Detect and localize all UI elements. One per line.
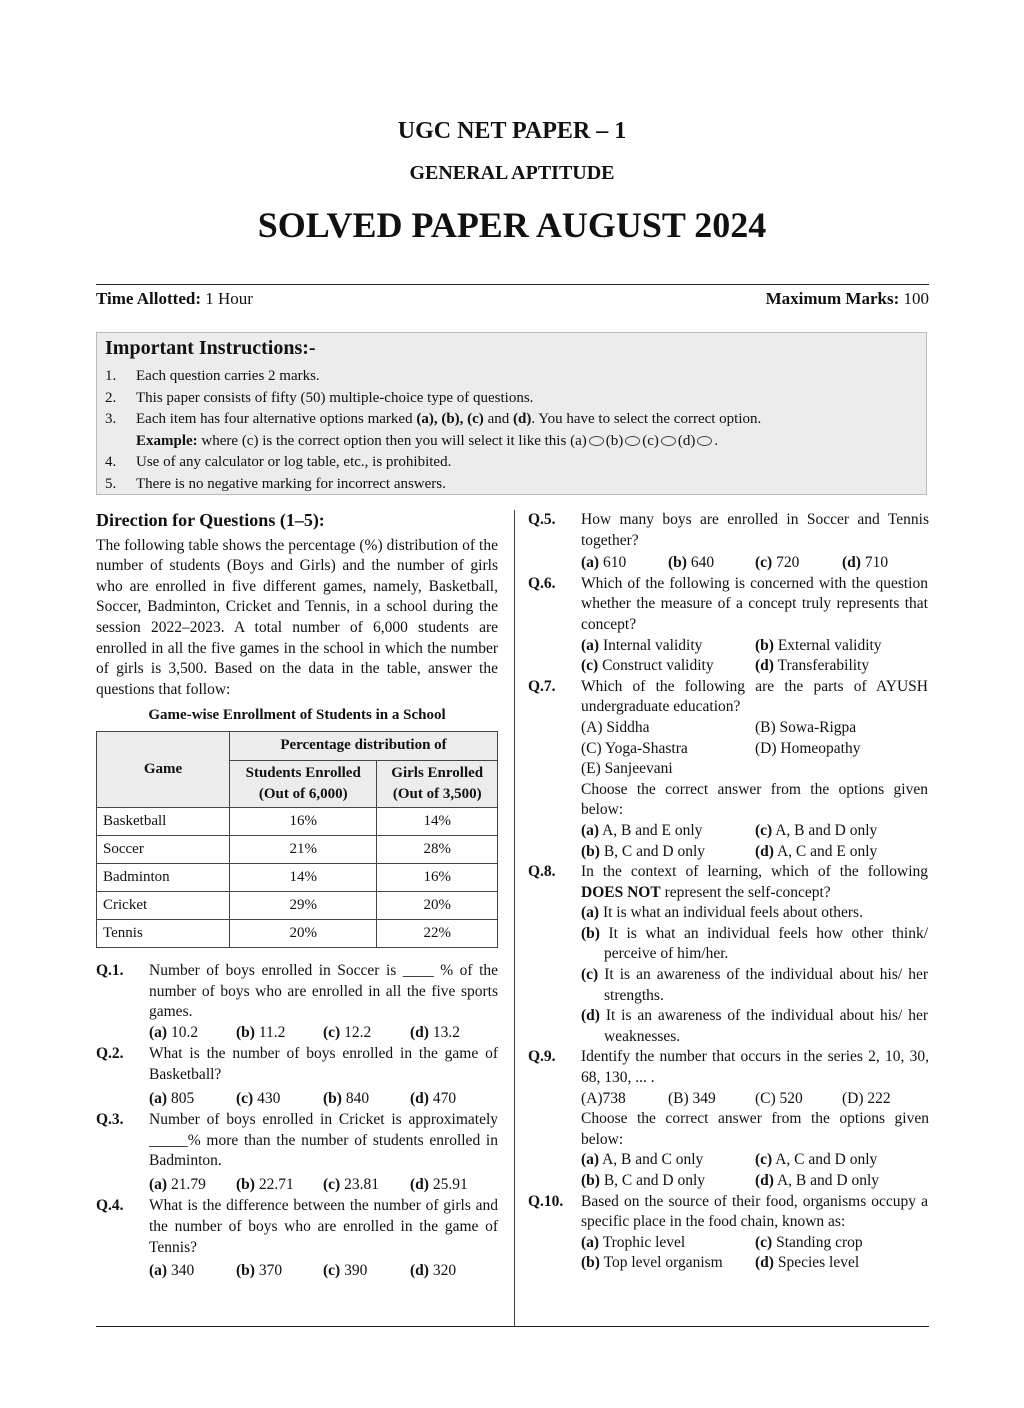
instruction-example: Example: where (c) is the correct option then you will select it like this (a) (b) (c) (d) . xyxy=(136,432,719,449)
option: (c) 720 xyxy=(755,554,800,572)
instruction-item: 1. Each question carries 2 marks. xyxy=(105,368,320,384)
option: (d) 470 xyxy=(410,1089,457,1107)
question-text: In the context of learning, which of the following DOES NOT represent the self-concept? xyxy=(581,863,928,901)
table-row: Soccer 21% 28% xyxy=(97,835,498,863)
question-options xyxy=(581,656,928,677)
direction-text: The following table shows the percentage (%) distribution of the number of students (Boys and Girls) and the number of girls who are enrolled in five different games, namely, Basketball, Soccer, Badminton, Cricket and Tennis, in a school during the session 2022–2023. A total number of 6,000 students are enrolled in all the five games in the school in which the number of girls is 3,500. Based on the data in the table, answer the questions that follow: xyxy=(96,536,498,698)
table-caption: Game-wise Enrollment of Students in a School xyxy=(148,707,446,724)
question-text: Which of the following are the parts of AYUSH undergraduate education? xyxy=(581,677,928,716)
question-options xyxy=(581,842,928,863)
col-header-game: Game xyxy=(97,731,230,807)
left-column xyxy=(96,510,498,1282)
time-allotted xyxy=(96,289,253,309)
direction-heading: Direction for Questions (1–5): xyxy=(96,510,325,530)
paper-subtitle: GENERAL APTITUDE xyxy=(409,162,615,184)
option: (a) 610 xyxy=(581,554,627,572)
question-options xyxy=(581,1150,929,1171)
question-text: How many boys are enrolled in Soccer and Tennis together? xyxy=(581,511,929,549)
solved-paper-heading: SOLVED PAPER AUGUST 2024 xyxy=(257,205,767,245)
option: (b) Top level organism xyxy=(581,1254,723,1272)
question-6: Q.6. Which of the following is concerned with the question whether the measure of a concept truly represents that concept? (a) Internal validity (b) External validity (c) Construct validity (d) Transferability xyxy=(528,574,928,677)
option: (d) It is an awareness of the individual about his/ her weaknesses. xyxy=(581,1007,928,1045)
col-header-students: Students Enrolled (Out of 6,000) xyxy=(230,760,377,807)
option: (c) 23.81 xyxy=(323,1175,379,1193)
table-row: Cricket 29% 20% xyxy=(97,891,498,919)
column-divider xyxy=(514,510,515,1326)
option: (c) 430 xyxy=(236,1089,281,1107)
statement-list: (C) Yoga-Shastra (D) Homeopathy xyxy=(581,739,861,757)
statement-list: (A) Siddha (B) Sowa-Rigpa xyxy=(581,718,857,736)
choose-text: Choose the correct answer from the options given below: xyxy=(581,1110,929,1148)
answer-bubble-icon xyxy=(697,436,712,446)
question-text: Which of the following is concerned with the question whether the measure of a concept truly represents that concept? xyxy=(581,574,928,633)
option: (d) 320 xyxy=(410,1262,457,1280)
question-5: Q.5. How many boys are enrolled in Soccer and Tennis together? (a) 610 (b) 640 (c) 720 (d) 710 xyxy=(528,510,928,574)
option: (a) 10.2 xyxy=(149,1023,199,1041)
option: (d) Transferability xyxy=(755,657,870,675)
time-label: Time Allotted: xyxy=(96,289,201,308)
option: (d) Species level xyxy=(755,1254,860,1272)
instructions-heading: Important Instructions:- xyxy=(105,337,316,359)
table-row: Basketball 16% 14% xyxy=(97,807,498,835)
option: (d) 710 xyxy=(842,554,889,572)
question-options xyxy=(581,821,928,842)
option: (a) A, B and E only xyxy=(581,821,703,839)
instruction-item: 2. This paper consists of fifty (50) multiple-choice type of questions. xyxy=(105,389,534,406)
option: (c) A, B and D only xyxy=(755,821,878,839)
instruction-item: 3. Each item has four alternative options marked (a), (b), (c) and (d). You have to select the correct option. xyxy=(105,411,762,427)
option: (d) 25.91 xyxy=(410,1175,468,1193)
question-7: Q.7. Which of the following are the parts of AYUSH undergraduate education? (A) Siddha (B) Sowa-Rigpa (C) Yoga-Shastra (D) Homeopathy (E) Sanjeevani Choose the correct answer from the options given below: (a) A, B and E only (c) A, B and D only (b) B, C and D only (d) A, C and E only xyxy=(528,677,928,862)
table-row: Badminton 14% 16% xyxy=(97,863,498,891)
question-3: Q.3. Number of boys enrolled in Cricket is approximately _____% more than the number of students enrolled in Badminton. (a) 21.79 (b) 22.71 (c) 23.81 (d) 25.91 xyxy=(96,1110,498,1195)
question-options xyxy=(149,1089,498,1110)
question-text: Number of boys enrolled in Soccer is ____ % of the number of boys who are enrolled in all the five sports games. xyxy=(149,961,498,1021)
option: (c) It is an awareness of the individual about his/ her strengths. xyxy=(581,966,929,1004)
instruction-item: 4. Use of any calculator or log table, etc., is prohibited. xyxy=(105,454,452,470)
option: (b) 11.2 xyxy=(236,1023,286,1041)
col-header-girls: Girls Enrolled (Out of 3,500) xyxy=(377,760,498,807)
question-options xyxy=(149,1175,498,1196)
question-8: Q.8. In the context of learning, which of the following DOES NOT represent the self-concept? (a) It is what an individual feels about others. (b) It is what an individual feels how other think/ perceive of him/her. (c) It is an awareness of the individual about his/ her strengths. (d) It is an awareness of the individual about his/ her weaknesses. xyxy=(528,862,928,1047)
answer-bubble-icon xyxy=(625,436,640,446)
question-2: Q.2. What is the number of boys enrolled in the game of Basketball? (a) 805 (c) 430 (b) 840 (d) 470 xyxy=(96,1044,498,1109)
table-row: Tennis 20% 22% xyxy=(97,919,498,947)
option: (c) 390 xyxy=(323,1262,368,1280)
answer-bubble-icon xyxy=(589,436,604,446)
option: (a) A, B and C only xyxy=(581,1151,704,1169)
option: (b) 640 xyxy=(668,554,715,572)
question-options xyxy=(581,636,928,657)
marks-value: 100 xyxy=(903,289,929,308)
option: (b) 370 xyxy=(236,1262,283,1280)
question-text: Identify the number that occurs in the series 2, 10, 30, 68, 130, ... . xyxy=(581,1048,929,1087)
option: (a) Trophic level xyxy=(581,1233,686,1251)
option: (a) Internal validity xyxy=(581,636,703,654)
question-options xyxy=(149,1023,498,1044)
question-options xyxy=(581,553,929,574)
question-9: Q.9. Identify the number that occurs in the series 2, 10, 30, 68, 130, ... . (A)738 (B) 349 (C) 520 (D) 222 Choose the correct answer from the options given below: (a) A, B and C only (c) A, C and D only (b) B, C and D only (d) A, B and D only xyxy=(528,1047,928,1191)
question-10: Q.10. Based on the source of their food, organisms occupy a specific place in the food chain, known as: (a) Trophic level (c) Standing crop (b) Top level organism (d) Species level xyxy=(528,1192,928,1274)
right-column xyxy=(528,510,928,1274)
top-rule xyxy=(96,284,929,285)
question-text: Number of boys enrolled in Cricket is approximately _____% more than the number of students enrolled in Badminton. xyxy=(149,1111,498,1170)
question-text: What is the number of boys enrolled in the game of Basketball? xyxy=(149,1045,498,1083)
time-value: 1 Hour xyxy=(205,289,253,308)
option: (d) 13.2 xyxy=(410,1023,460,1041)
option: (d) A, C and E only xyxy=(755,842,878,860)
paper-title: UGC NET PAPER – 1 xyxy=(397,118,627,144)
option: (a) 21.79 xyxy=(149,1175,206,1193)
maximum-marks xyxy=(766,289,929,309)
instructions-list xyxy=(105,366,920,495)
question-options xyxy=(581,1233,928,1254)
statement-list: (A)738 (B) 349 (C) 520 (D) 222 xyxy=(581,1089,891,1107)
option: (c) Standing crop xyxy=(755,1233,863,1251)
question-options xyxy=(581,1171,929,1192)
option: (c) Construct validity xyxy=(581,657,714,675)
instruction-item: 5. There is no negative marking for incorrect answers. xyxy=(105,475,446,492)
question-text: Based on the source of their food, organisms occupy a specific place in the food chain, known as: xyxy=(581,1192,928,1231)
question-4: Q.4. What is the difference between the number of girls and the number of boys who are enrolled in the game of Tennis? (a) 340 (b) 370 (c) 390 (d) 320 xyxy=(96,1196,498,1281)
option: (a) 805 xyxy=(149,1089,195,1107)
option: (b) External validity xyxy=(755,636,882,654)
enrollment-table xyxy=(96,731,498,948)
answer-bubble-icon xyxy=(661,436,676,446)
option: (b) 22.71 xyxy=(236,1175,294,1193)
option: (b) B, C and D only xyxy=(581,1172,706,1189)
option: (d) A, B and D only xyxy=(755,1172,880,1189)
option: (a) It is what an individual feels about others. xyxy=(581,904,863,922)
option: (c) 12.2 xyxy=(323,1023,372,1041)
marks-label: Maximum Marks: xyxy=(765,289,900,308)
option: (c) A, C and D only xyxy=(755,1151,878,1169)
bottom-rule xyxy=(96,1326,929,1327)
option: (a) 340 xyxy=(149,1262,195,1280)
option: (b) 840 xyxy=(323,1089,370,1107)
option: (b) B, C and D only xyxy=(581,842,706,860)
col-header-group: Percentage distribution of xyxy=(230,731,498,760)
instructions-box xyxy=(96,332,927,495)
choose-text: Choose the correct answer from the options given below: xyxy=(581,780,928,819)
question-options xyxy=(149,1261,498,1282)
question-text: What is the difference between the number of girls and the number of boys who are enrolled in the game of Tennis? xyxy=(149,1197,498,1256)
option: (b) It is what an individual feels how other think/ perceive of him/her. xyxy=(581,924,929,963)
question-1: Q.1. Number of boys enrolled in Soccer is ____ % of the number of boys who are enrolled in all the five sports games. (a) 10.2 (b) 11.2 (c) 12.2 (d) 13.2 xyxy=(96,961,498,1043)
question-options xyxy=(581,1253,928,1274)
